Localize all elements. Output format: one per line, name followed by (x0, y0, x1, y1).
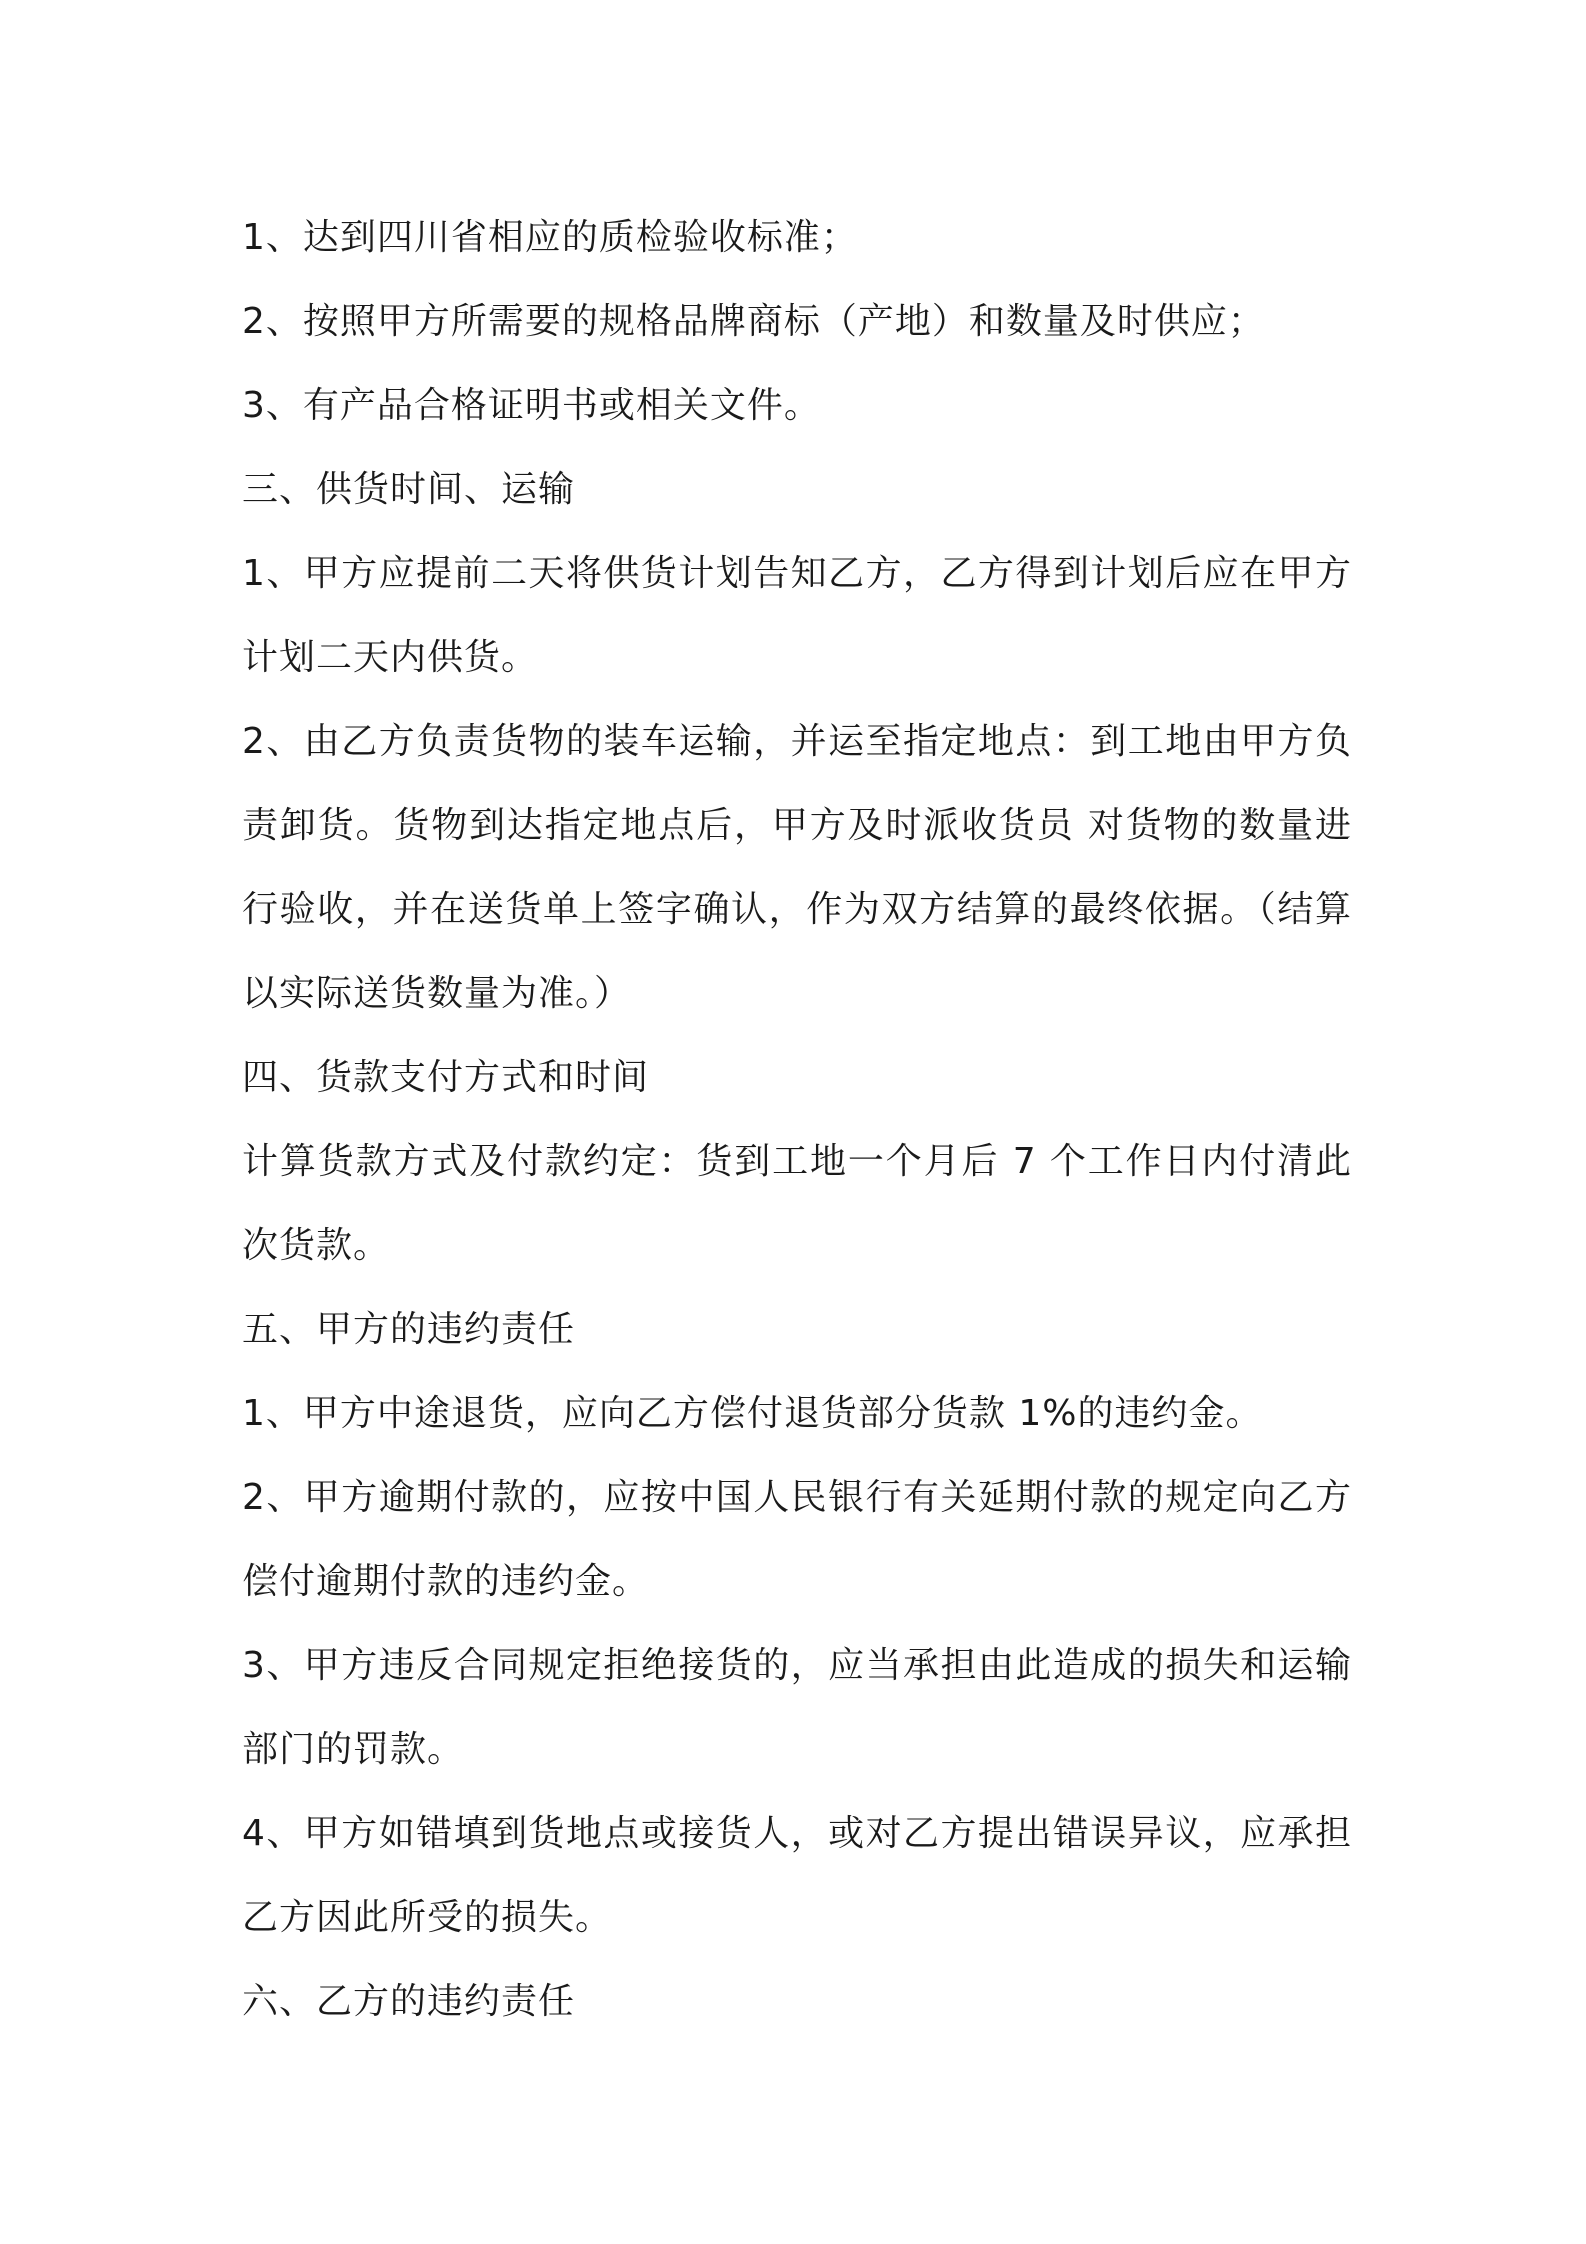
clause-supply-spec: 2、按照甲方所需要的规格品牌商标（产地）和数量及时供应； (242, 301, 1265, 342)
section-heading-payment: 四、货款支付方式和时间 (242, 1057, 650, 1098)
clause-payment-terms: 计算货款方式及付款约定：货到工地一个月后 7 个工作日内付清此次货款。 (242, 1141, 1352, 1266)
section-heading-party-a-liability: 五、甲方的违约责任 (242, 1309, 576, 1350)
clause-delivery-plan: 1、甲方应提前二天将供货计划告知乙方，乙方得到计划后应在甲方计划二天内供货。 (242, 553, 1352, 678)
clause-certificate: 3、有产品合格证明书或相关文件。 (242, 385, 821, 426)
clause-transport: 2、由乙方负责货物的装车运输，并运至指定地点：到工地由甲方负责卸货。货物到达指定地点后，甲方及时派收货员 对货物的数量进行验收，并在送货单上签字确认，作为双方结算的最终依据。（结算以实际送货数量为准。） (242, 721, 1352, 1014)
clause-a-late-payment: 2、甲方逾期付款的，应按中国人民银行有关延期付款的规定向乙方偿付逾期付款的违约金。 (242, 1477, 1352, 1602)
clause-a-wrong-info: 4、甲方如错填到货地点或接货人，或对乙方提出错误异议，应承担乙方因此所受的损失。 (242, 1813, 1352, 1938)
section-heading-delivery: 三、供货时间、运输 (242, 469, 576, 510)
document-body (242, 196, 1352, 2044)
clause-quality-standard: 1、达到四川省相应的质检验收标准； (242, 217, 858, 258)
section-heading-party-b-liability: 六、乙方的违约责任 (242, 1981, 576, 2022)
clause-a-refusal: 3、甲方违反合同规定拒绝接货的，应当承担由此造成的损失和运输部门的罚款。 (242, 1645, 1352, 1770)
clause-a-return: 1、甲方中途退货，应向乙方偿付退货部分货款 1%的违约金。 (242, 1393, 1263, 1434)
